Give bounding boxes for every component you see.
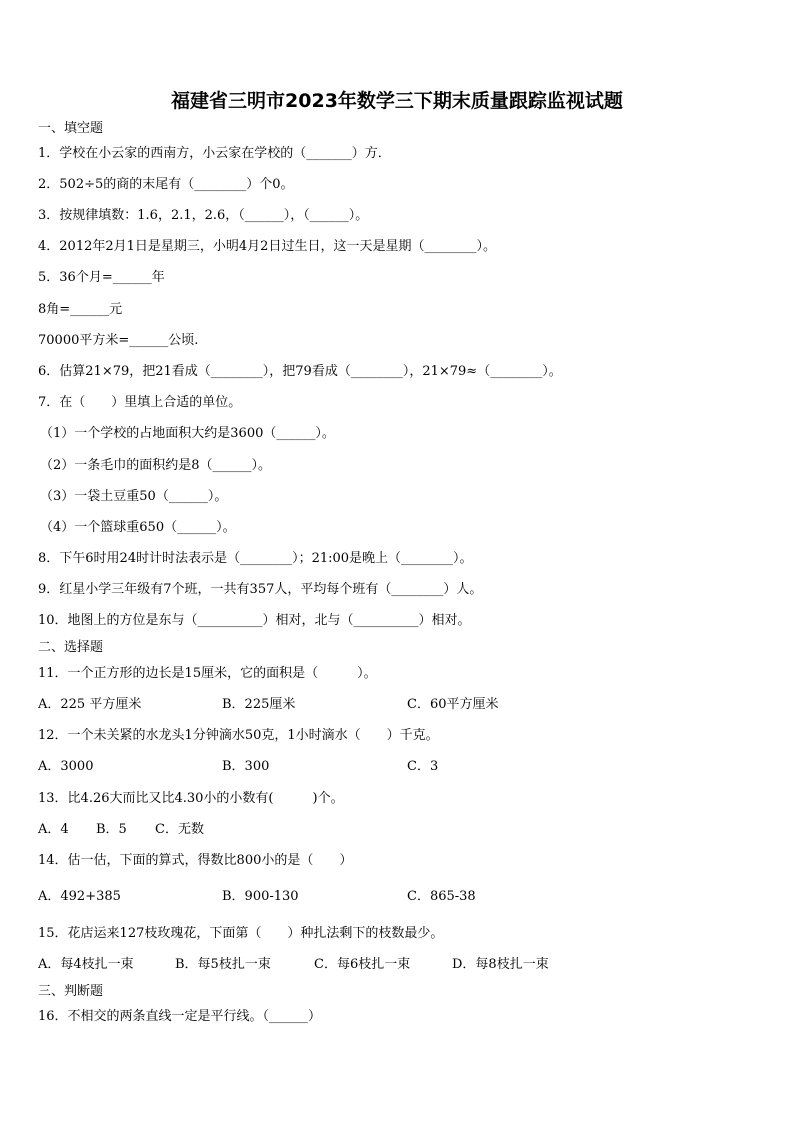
question-16: 16．不相交的两条直线一定是平行线。（______） <box>38 1009 322 1024</box>
option-b: B．300 <box>222 759 270 774</box>
question-5b: 8角=______元 <box>38 302 123 317</box>
question-9: 9．红星小学三年级有7个班，一共有357人，平均每个班有（________）人。 <box>38 582 483 597</box>
question-1: 1．学校在小云家的西南方，小云家在学校的（_______）方． <box>38 146 391 161</box>
option-a: A．492+385 <box>38 889 121 904</box>
question-12: 12．一个未关紧的水龙头1分钟滴水50克，1小时滴水（ ）千克。 <box>38 728 439 743</box>
option-c: C．每6枝扎一束 <box>314 957 411 972</box>
option-d: D．每8枝扎一束 <box>452 957 549 972</box>
question-7-4: （4）一个篮球重650（______）。 <box>40 520 236 535</box>
option-c: C．60平方厘米 <box>407 697 499 712</box>
question-2: 2．502÷5的商的末尾有（________）个0。 <box>38 177 294 192</box>
option-a: A．225 平方厘米 <box>38 697 142 712</box>
section-true-false: 三、判断题 <box>38 984 104 999</box>
question-15: 15．花店运来127枝玫瑰花，下面第（ ）种扎法剩下的枝数最少。 <box>38 926 444 941</box>
section-fill-blank: 一、填空题 <box>38 121 104 136</box>
option-c: C．865-38 <box>407 889 476 904</box>
question-13-options <box>38 822 758 838</box>
question-7-2: （2）一条毛巾的面积约是8（______）。 <box>40 458 272 473</box>
question-14: 14．估一估，下面的算式，得数比800小的是（ ） <box>38 853 353 868</box>
option-b: B．每5枝扎一束 <box>175 957 271 972</box>
question-10: 10．地图上的方位是东与（__________）相对，北与（__________）相对。 <box>38 613 471 628</box>
option-c: C．3 <box>407 759 439 774</box>
question-8: 8．下午6时用24时计时法表示是（________）；21:00是晚上（________）。 <box>38 551 473 566</box>
question-14-options <box>38 889 758 905</box>
option-a: A．4 <box>38 822 69 837</box>
option-b: B．5 <box>96 822 127 837</box>
question-7-3: （3）一袋土豆重50（______）。 <box>40 489 228 504</box>
question-6: 6．估算21×79，把21看成（________），把79看成（________），21×79≈（________）。 <box>38 364 562 379</box>
question-12-options <box>38 759 758 775</box>
question-4: 4．2012年2月1日是星期三，小明4月2日过生日，这一天是星期（________）。 <box>38 239 496 254</box>
question-11-options <box>38 697 758 713</box>
question-13: 13．比4.26大而比又比4.30小的小数有( )个。 <box>38 791 344 806</box>
question-3: 3．按规律填数：1.6，2.1，2.6，（______），（______）。 <box>38 208 369 223</box>
question-11: 11．一个正方形的边长是15厘米，它的面积是（ ）。 <box>38 666 377 681</box>
option-b: B．225厘米 <box>222 697 296 712</box>
page-title: 福建省三明市2023年数学三下期末质量跟踪监视试题 <box>171 90 623 112</box>
question-7: 7．在（ ）里填上合适的单位。 <box>38 395 242 410</box>
question-7-1: （1）一个学校的占地面积大约是3600（______）。 <box>40 426 335 441</box>
question-15-options <box>38 957 758 973</box>
question-5c: 70000平方米=______公顷. <box>38 333 199 348</box>
option-c: C．无数 <box>155 822 204 837</box>
section-multiple-choice: 二、选择题 <box>38 640 104 655</box>
question-5a: 5．36个月=______年 <box>38 270 165 285</box>
option-a: A．3000 <box>38 759 94 774</box>
option-b: B．900-130 <box>222 889 299 904</box>
option-a: A．每4枝扎一束 <box>38 957 134 972</box>
